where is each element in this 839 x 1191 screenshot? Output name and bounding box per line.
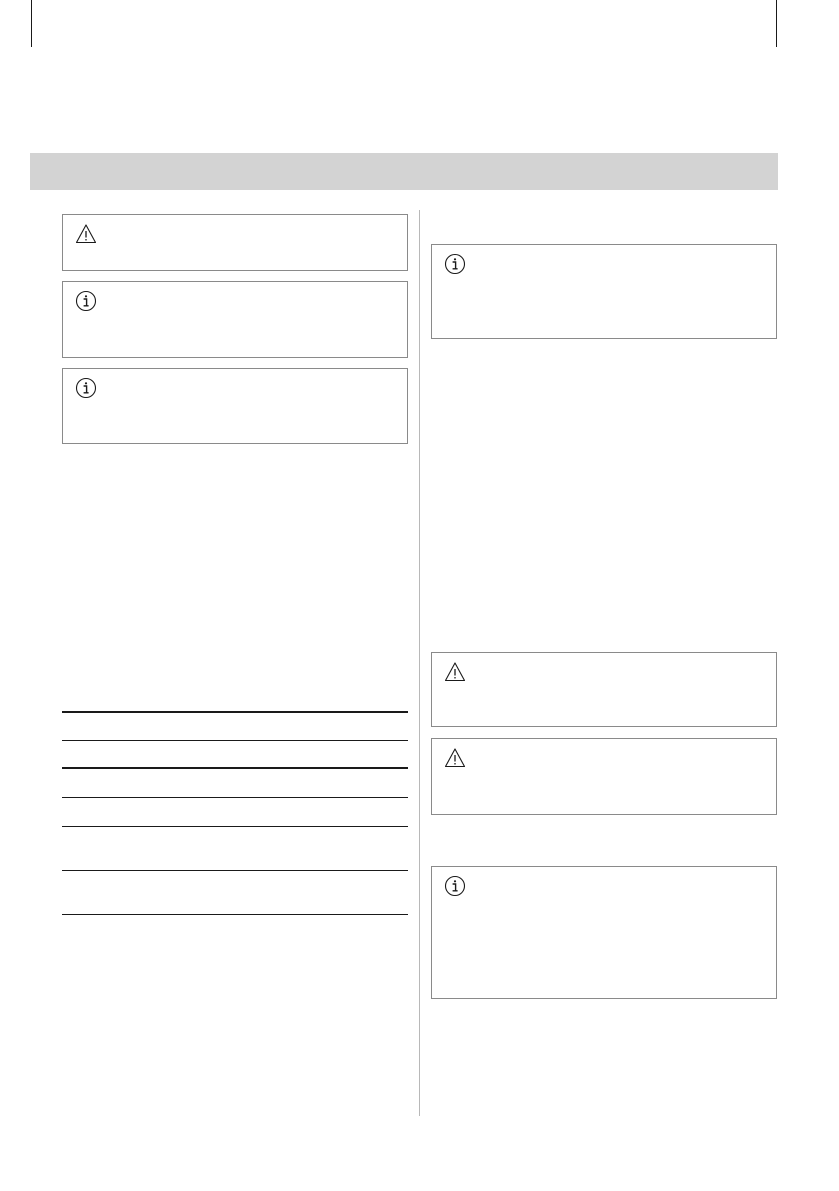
- info-circle-icon: [75, 290, 97, 312]
- info-circle-icon: [444, 875, 466, 897]
- crop-mark-left: [31, 0, 32, 47]
- table-rule: [62, 870, 408, 871]
- info-circle-icon: [444, 253, 466, 275]
- warning-triangle-icon: [75, 223, 97, 245]
- warning-note-box: [431, 738, 777, 815]
- info-note-box: [431, 866, 777, 999]
- column-divider: [419, 210, 420, 1116]
- table-rule: [62, 914, 408, 915]
- warning-triangle-icon: [444, 661, 466, 683]
- info-circle-icon: [75, 377, 97, 399]
- table-rule: [62, 740, 408, 741]
- info-note-box: [62, 368, 408, 444]
- table-rule: [62, 826, 408, 827]
- section-header-bar: [30, 153, 778, 190]
- crop-mark-right: [776, 0, 777, 47]
- warning-note-box: [62, 214, 408, 271]
- warning-triangle-icon: [444, 747, 466, 769]
- table-rule: [62, 797, 408, 798]
- info-note-box: [62, 281, 408, 358]
- table-rule: [62, 767, 408, 769]
- info-note-box: [431, 244, 777, 339]
- warning-note-box: [431, 652, 777, 727]
- table-rule: [62, 711, 408, 713]
